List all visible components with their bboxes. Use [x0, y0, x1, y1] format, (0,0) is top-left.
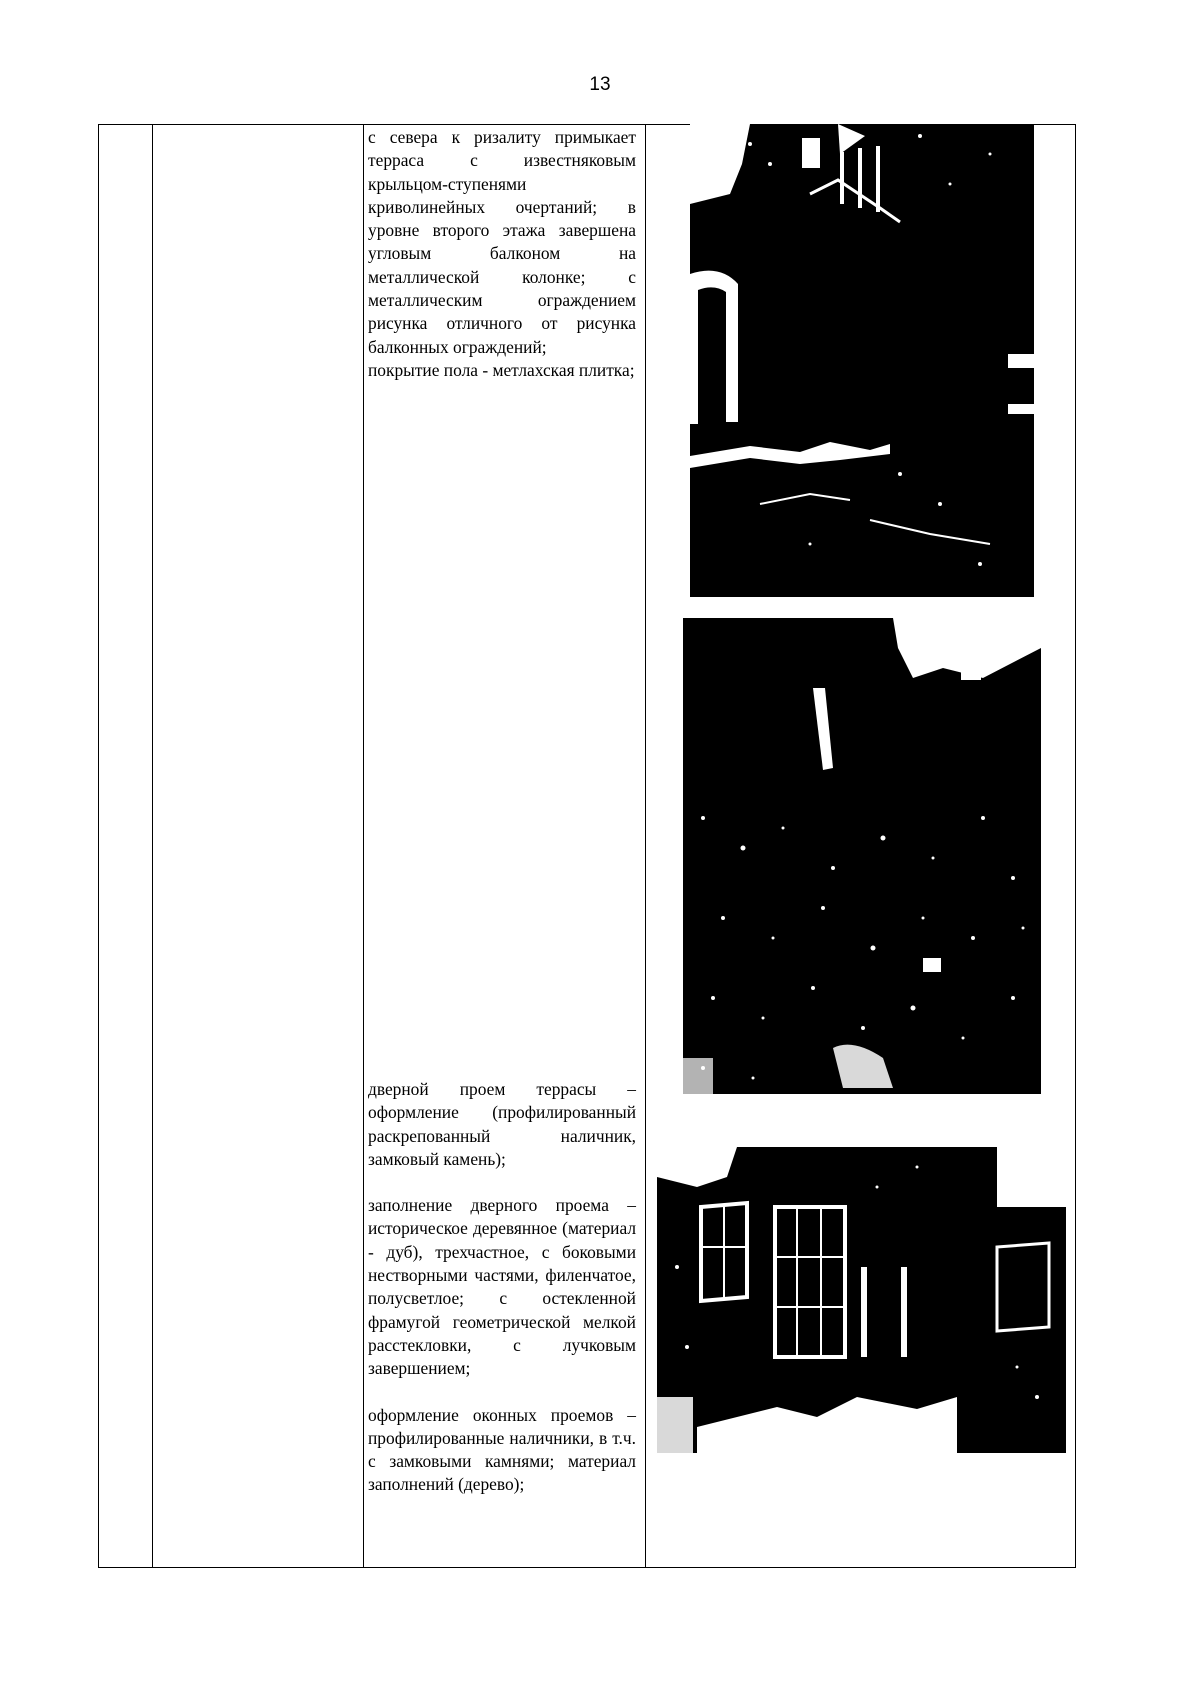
doorway-photo	[657, 1147, 1066, 1453]
column-divider	[363, 125, 364, 1567]
doorway-design-text: дверной проем террасы – оформление (профилированный раскрепованный наличник, замковый камень);	[368, 1079, 636, 1169]
ground-photo	[683, 618, 1041, 1094]
window-design-text: оформление оконных проемов – профилированные наличники, в т.ч. с замковыми камнями; материал заполнений (дерево);	[368, 1404, 636, 1495]
terrace-text: с севера к ризалиту примыкает терраса с известняковым крыльцом-ступенями криволинейных очертаний; в уровне второго этажа завершена угловым балконом на металлической колонке; с металлическим ограждением рисунка отличного от рисунка балконных ограждений;	[368, 127, 636, 357]
floor-covering-text: покрытие пола - метлахская плитка;	[368, 359, 635, 380]
page-number: 13	[589, 74, 611, 95]
door-fill-text: заполнение дверного проема – историческое деревянное (материал - дуб), трехчастное, с боковыми нестворными частями, филенчатое, полусветлое; с остекленной фрамугой геометрической мелкой расстекловки, с лучковым завершением;	[368, 1195, 636, 1379]
door-description	[368, 1078, 636, 1497]
terrace-photo	[690, 124, 1034, 597]
column-divider	[152, 125, 153, 1567]
terrace-description	[368, 126, 636, 382]
column-divider	[645, 125, 646, 1567]
